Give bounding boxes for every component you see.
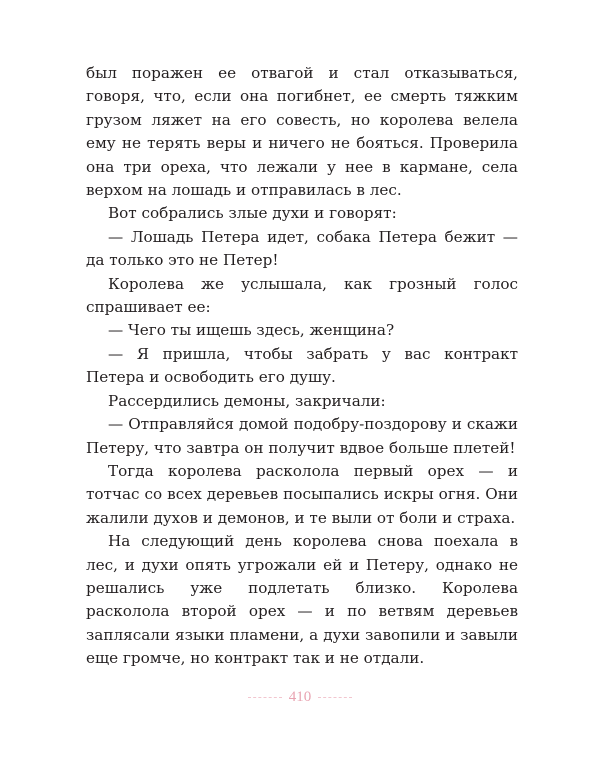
paragraph-4: Королева же услышала, как грозный голос спрашивает ее: — [86, 274, 518, 317]
paragraph-2: Вот собрались злые духи и говорят: — [108, 204, 397, 223]
paragraph-9: Тогда королева расколола первый орех — и тотчас со всех деревьев посыпались искры огня. Они жалили духов и демонов, и те выли от боли и страха. — [86, 461, 518, 527]
paragraph-7: Рассердились демоны, закричали: — [108, 391, 386, 410]
page-number: 410 — [288, 689, 312, 705]
page-body-text — [86, 62, 518, 671]
footer-rule-left — [248, 697, 282, 698]
footer-rule-right — [318, 697, 352, 698]
paragraph-5: — Чего ты ищешь здесь, женщина? — [108, 321, 395, 340]
paragraph-8: — Отправляйся домой подобру-поздорову и скажи Петеру, что завтра он получит вдвое больше плетей! — [86, 415, 518, 457]
paragraph-1: был поражен ее отвагой и стал отказываться, говоря, что, если она погибнет, ее смерть тяжким грузом ляжет на его совесть, но королева велела ему не терять веры и ничего не бояться. Проверила она три ореха, что лежали у нее в кармане, села верхом на лошадь и отправилась в лес. — [86, 64, 518, 200]
paragraph-3: — Лошадь Петера идет, собака Петера бежит — да только это не Петер! — [86, 227, 518, 270]
paragraph-6: — Я пришла, чтобы забрать у вас контракт Петера и освободить его душу. — [86, 344, 518, 387]
page-footer — [0, 686, 600, 710]
paragraph-10: На следующий день королева снова поехала в лес, и духи опять угрожали ей и Петеру, однако не решались уже подлетать близко. Королева расколола второй орех — и по ветвям деревьев заплясали языки пламени, а духи завопили и завыли еще громче, но контракт так и не отдали. — [86, 532, 518, 668]
